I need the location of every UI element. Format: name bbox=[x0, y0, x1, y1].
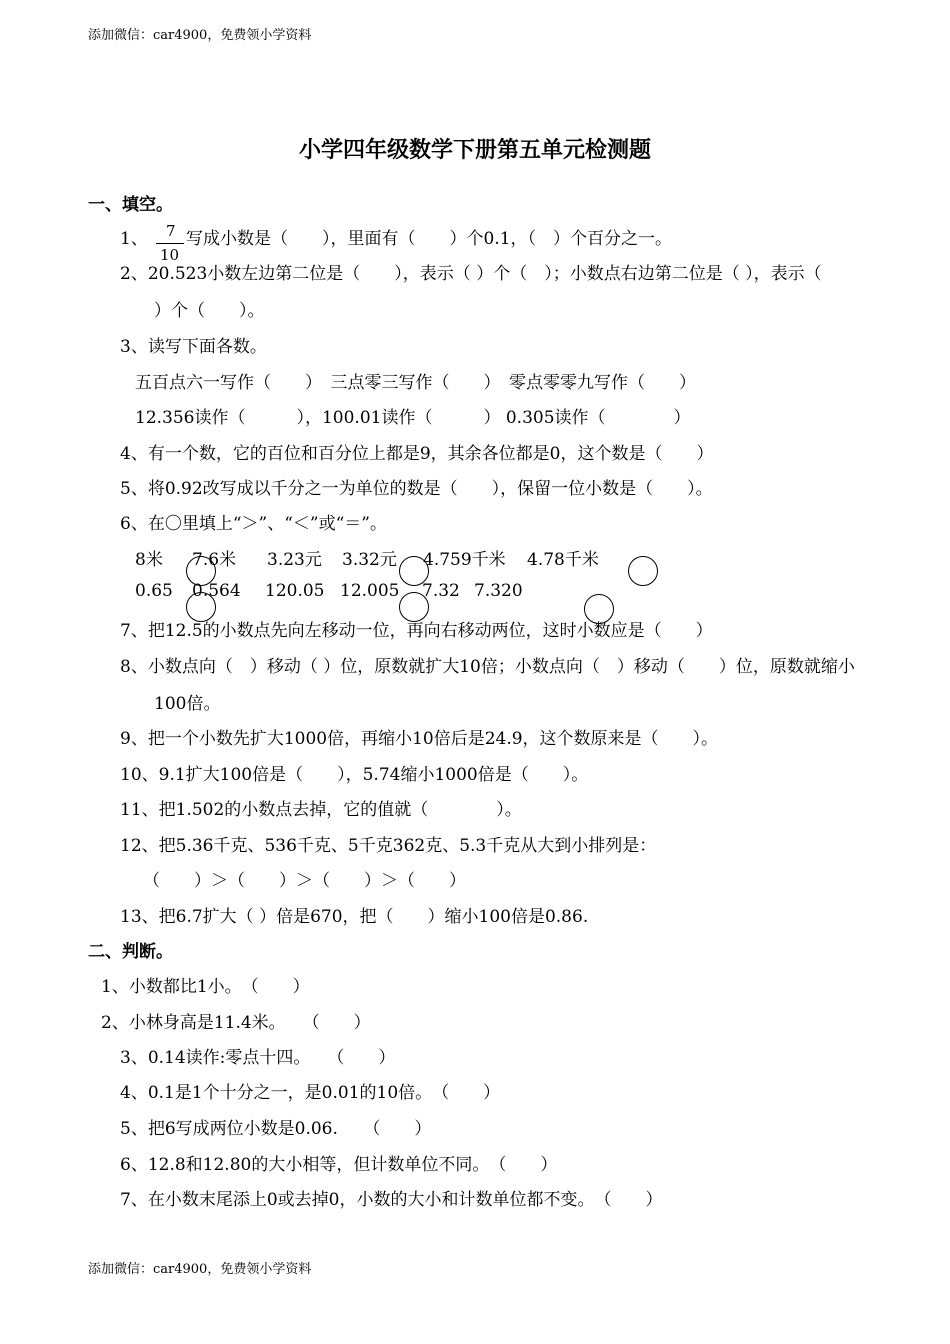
question-12: 12、把5.36千克、536千克、5千克362克、5.3千克从大到小排列是： bbox=[120, 836, 657, 856]
question-7: 7、把12.5的小数点先向左移动一位，再向右移动两位，这时小数应是（ ） bbox=[120, 621, 713, 641]
page-title: 小学四年级数学下册第五单元检测题 bbox=[298, 137, 651, 163]
question-10: 10、9.1扩大100倍是（ ），5.74缩小1000倍是（ ）。 bbox=[120, 765, 589, 785]
judge-item: 2、小林身高是11.4米。 （ ） bbox=[101, 1013, 371, 1033]
question-2-line-2: ）个（ ）。 bbox=[154, 301, 265, 321]
question-3: 3、读写下面各数。 bbox=[120, 337, 267, 357]
fraction-bar bbox=[156, 243, 184, 244]
fraction-denominator: 10 bbox=[160, 246, 180, 264]
judge-item: 5、把6写成两位小数是0.06. （ ） bbox=[120, 1119, 432, 1139]
question-8-line-1: 8、小数点向（ ）移动（ ）位，原数就扩大10倍；小数点向（ ）移动（ ）位，原数就缩小 bbox=[120, 657, 855, 677]
section-2-heading: 二、判断。 bbox=[88, 942, 173, 962]
section-1-heading: 一、填空。 bbox=[88, 195, 173, 215]
fraction-numerator: 7 bbox=[166, 222, 176, 240]
compare-circle[interactable] bbox=[399, 556, 429, 586]
compare-item: 7.32 bbox=[422, 581, 460, 601]
judge-item: 4、0.1是1个十分之一，是0.01的10倍。 （ ） bbox=[120, 1083, 501, 1103]
compare-item: 0.65 bbox=[135, 581, 173, 601]
question-11: 11、把1.502的小数点去掉，它的值就（ ）。 bbox=[120, 800, 522, 820]
compare-item: 7.6米 bbox=[192, 550, 237, 570]
compare-item: 4.78千米 bbox=[527, 550, 599, 570]
question-3-line-1: 五百点六一写作（ ） 三点零三写作（ ） 零点零零九写作（ ） bbox=[135, 373, 696, 393]
compare-circle[interactable] bbox=[628, 556, 658, 586]
compare-circle[interactable] bbox=[186, 556, 216, 586]
compare-item: 0.564 bbox=[192, 581, 241, 601]
question-8-line-2: 100倍。 bbox=[154, 694, 221, 714]
judge-item: 7、在小数末尾添上0或去掉0，小数的大小和计数单位都不变。 （ ） bbox=[120, 1190, 663, 1210]
judge-item: 1、小数都比1小。 （ ） bbox=[101, 977, 310, 997]
question-9: 9、把一个小数先扩大1000倍，再缩小10倍后是24.9，这个数原来是（ ）。 bbox=[120, 729, 719, 749]
compare-item: 8米 bbox=[135, 550, 163, 570]
page-header: 添加微信：car4900，免费领小学资料 bbox=[88, 28, 312, 43]
question-13: 13、把6.7扩大（ ）倍是670，把（ ）缩小100倍是0.86. bbox=[120, 907, 589, 927]
question-2-line-1: 2、20.523小数左边第二位是（ ），表示（ ）个（ ）；小数点右边第二位是（ ），表示（ bbox=[120, 264, 822, 284]
judge-item: 3、0.14读作:零点十四。 （ ） bbox=[120, 1048, 396, 1068]
question-6: 6、在〇里填上“＞”、“＜”或“＝”。 bbox=[120, 514, 387, 534]
question-3-line-2: 12.356读作（ ），100.01读作（ ） 0.305读作（ ） bbox=[135, 408, 691, 428]
compare-item: 3.32元 bbox=[342, 550, 397, 570]
compare-item: 120.05 bbox=[265, 581, 325, 601]
compare-item: 7.320 bbox=[474, 581, 523, 601]
judge-item: 6、12.8和12.80的大小相等，但计数单位不同。 （ ） bbox=[120, 1155, 558, 1175]
question-5: 5、将0.92改写成以千分之一为单位的数是（ ），保留一位小数是（ ）。 bbox=[120, 479, 713, 499]
question-1-prefix: 1、 bbox=[120, 229, 148, 249]
page-footer: 添加微信：car4900，免费领小学资料 bbox=[88, 1262, 312, 1277]
question-12-line-2: （ ）＞（ ）＞（ ）＞（ ） bbox=[143, 871, 466, 891]
compare-item: 12.005 bbox=[340, 581, 400, 601]
question-1-text: 写成小数是（ ），里面有（ ）个0.1，（ ）个百分之一。 bbox=[186, 229, 673, 249]
question-4: 4、有一个数，它的百位和百分位上都是9，其余各位都是0，这个数是（ ） bbox=[120, 444, 714, 464]
compare-item: 3.23元 bbox=[267, 550, 322, 570]
compare-item: 4.759千米 bbox=[423, 550, 506, 570]
